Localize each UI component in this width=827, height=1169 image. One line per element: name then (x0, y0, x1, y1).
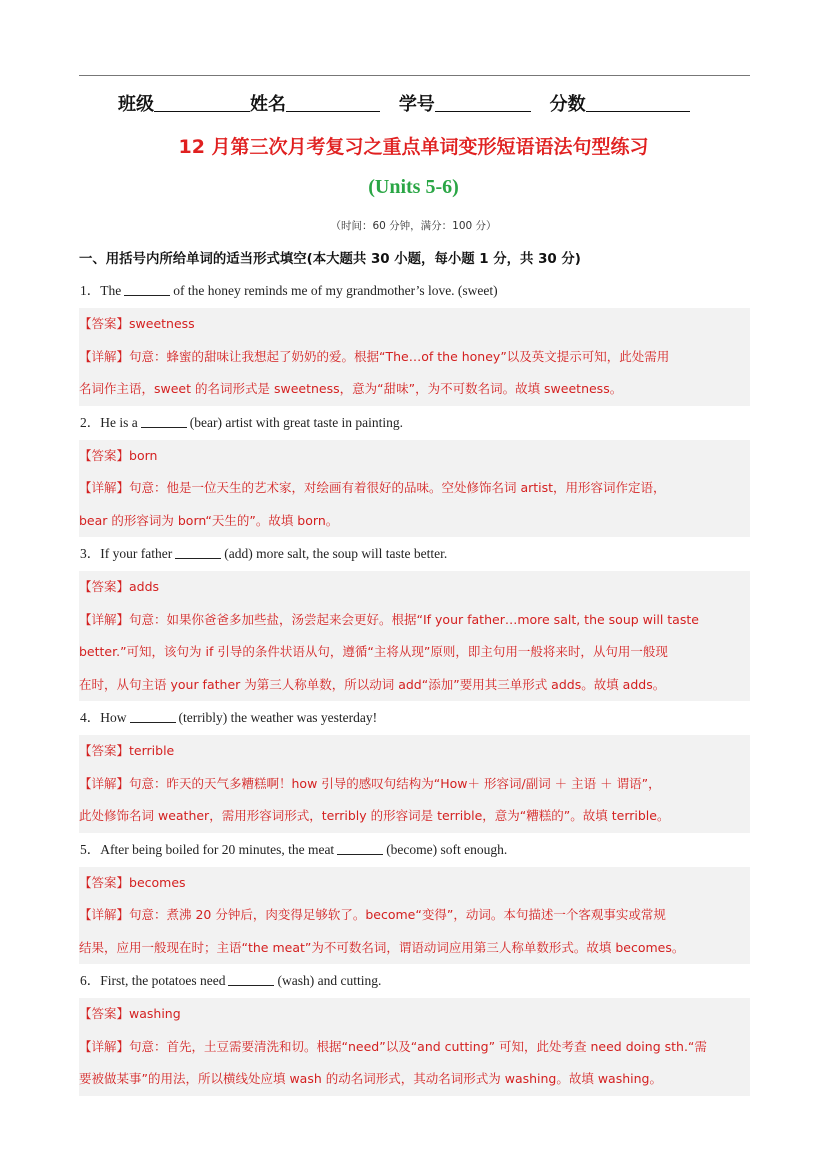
detail-line: bear 的形容词为 born“天生的”。故填 born。 (79, 512, 339, 528)
fill-blank (130, 708, 176, 723)
number-label: 学号 (398, 94, 435, 115)
detail-line: 【详解】句意：煮沸 20 分钟后，肉变得足够软了。become“变得”，动词。本句描述一个客观事实或常规 (79, 907, 666, 922)
answer-line (79, 867, 750, 900)
answer-line (79, 308, 750, 341)
score-label: 分数 (549, 94, 586, 115)
detail-line: 【详解】句意：如果你爸爸多加些盐，汤尝起来会更好。根据“If your father…more salt, the soup will taste (79, 611, 699, 627)
answer-box (79, 440, 750, 538)
fill-blank (337, 840, 383, 855)
answer-box (79, 735, 750, 833)
answer-value: terrible (129, 743, 175, 758)
fill-blank (124, 281, 170, 296)
question-before-blank: After being boiled for 20 minutes, the meat (100, 841, 335, 857)
answer-value: adds (129, 579, 160, 594)
class-label: 班级 (118, 94, 154, 115)
answer-value: washing (129, 1006, 181, 1021)
answer-box (79, 571, 750, 701)
fill-blank (228, 971, 274, 986)
answer-tag: 【答案】 (79, 316, 130, 331)
question-number: 6． (80, 973, 101, 988)
page-title: 12 月第三次月考复习之重点单词变形短语语法句型练习 (178, 136, 649, 158)
answer-tag: 【答案】 (79, 579, 130, 594)
answer-tag: 【答案】 (79, 1006, 130, 1021)
question-after-blank: (terribly) the weather was yesterday! (178, 710, 378, 725)
fill-blank (141, 413, 187, 428)
name-label: 姓名 (250, 94, 286, 115)
answer-tag: 【答案】 (79, 447, 130, 463)
question-after-blank: (bear) artist with great taste in painting. (189, 414, 404, 430)
question-after-blank: (become) soft enough. (386, 841, 508, 857)
answer-line (79, 998, 750, 1031)
detail-line: 【详解】句意：他是一位天生的艺术家，对绘画有着很好的品味。空处修饰名词 artist，用形容词作定语， (79, 480, 666, 495)
answer-box (79, 998, 750, 1096)
answer-box (79, 308, 750, 406)
section-title: 一、用括号内所给单词的适当形式填空(本大题共 30 小题，每小题 1 分，共 30 分) (79, 252, 581, 267)
question-text (79, 835, 750, 867)
detail-line: 名词作主语，sweet 的名词形式是 sweetness，意为“甜味”，为不可数名词。故填 sweetness。 (79, 381, 623, 396)
answer-box (79, 867, 750, 965)
detail-line: 在时，从句主语 your father 为第三人称单数，所以动词 add“添加”要用其三单形式 adds。故填 adds。 (79, 676, 666, 692)
question-number: 4． (80, 710, 101, 725)
question-number: 3． (80, 546, 101, 561)
answer-tag: 【答案】 (79, 743, 130, 758)
answer-line (79, 735, 750, 768)
detail-line: 【详解】句意：首先，土豆需要清洗和切。根据“need”以及“and cutting” 可知，此处考查 need doing sth.“需 (79, 1038, 707, 1054)
question-before-blank: If your father (100, 546, 173, 561)
top-rule (79, 75, 750, 76)
question-after-blank: (wash) and cutting. (277, 973, 382, 988)
detail-line: 【详解】句意：蜂蜜的甜味让我想起了奶奶的爱。根据“The…of the honey”以及英文提示可知，此处需用 (79, 348, 670, 364)
question-text (79, 276, 750, 308)
question-list (79, 276, 750, 1098)
question-number: 2． (80, 414, 101, 430)
question-after-blank: (add) more salt, the soup will taste better. (224, 546, 448, 561)
question-number: 1． (80, 283, 101, 298)
fill-blank (175, 544, 221, 559)
number-blank (435, 93, 531, 112)
question-number: 5． (80, 841, 101, 857)
answer-line (79, 571, 750, 604)
question-after-blank: of the honey reminds me of my grandmother’s love. (sweet) (173, 283, 498, 298)
detail-line: 结果，应用一般现在时；主语“the meat”为不可数名词，谓语动词应用第三人称单数形式。故填 becomes。 (79, 939, 685, 955)
question-text (79, 966, 750, 998)
answer-value: becomes (129, 874, 186, 890)
answer-line (79, 440, 750, 473)
page-subtitle: (Units 5-6) (368, 176, 459, 198)
answer-value: born (129, 447, 158, 463)
detail-line: better.”可知，该句为 if 引导的条件状语从句，遵循“主将从现”原则，即主句用一般将来时，从句用一般现 (79, 644, 668, 659)
question-before-blank: How (100, 710, 127, 725)
detail-line: 【详解】句意：昨天的天气多糟糕啊！how 引导的感叹句结构为“How＋ 形容词/副词 ＋ 主语 ＋ 谓语”， (79, 775, 661, 791)
question-before-blank: He is a (100, 414, 138, 430)
class-blank (154, 93, 250, 112)
time-info: （时间：60 分钟，满分：100 分） (330, 220, 497, 232)
question-before-blank: The (100, 283, 122, 298)
student-info-line (118, 90, 718, 116)
name-blank (286, 93, 380, 112)
question-text (79, 703, 750, 735)
score-blank (586, 93, 690, 112)
detail-line: 要被做某事”的用法，所以横线处应填 wash 的动名词形式，其动名词形式为 washing。故填 washing。 (79, 1071, 662, 1086)
detail-line: 此处修饰名词 weather，需用形容词形式，terribly 的形容词是 terrible，意为“糟糕的”。故填 terrible。 (79, 808, 670, 823)
question-text (79, 539, 750, 571)
answer-tag: 【答案】 (79, 874, 130, 890)
answer-value: sweetness (129, 316, 195, 331)
question-before-blank: First, the potatoes need (100, 973, 226, 988)
question-text (79, 408, 750, 440)
